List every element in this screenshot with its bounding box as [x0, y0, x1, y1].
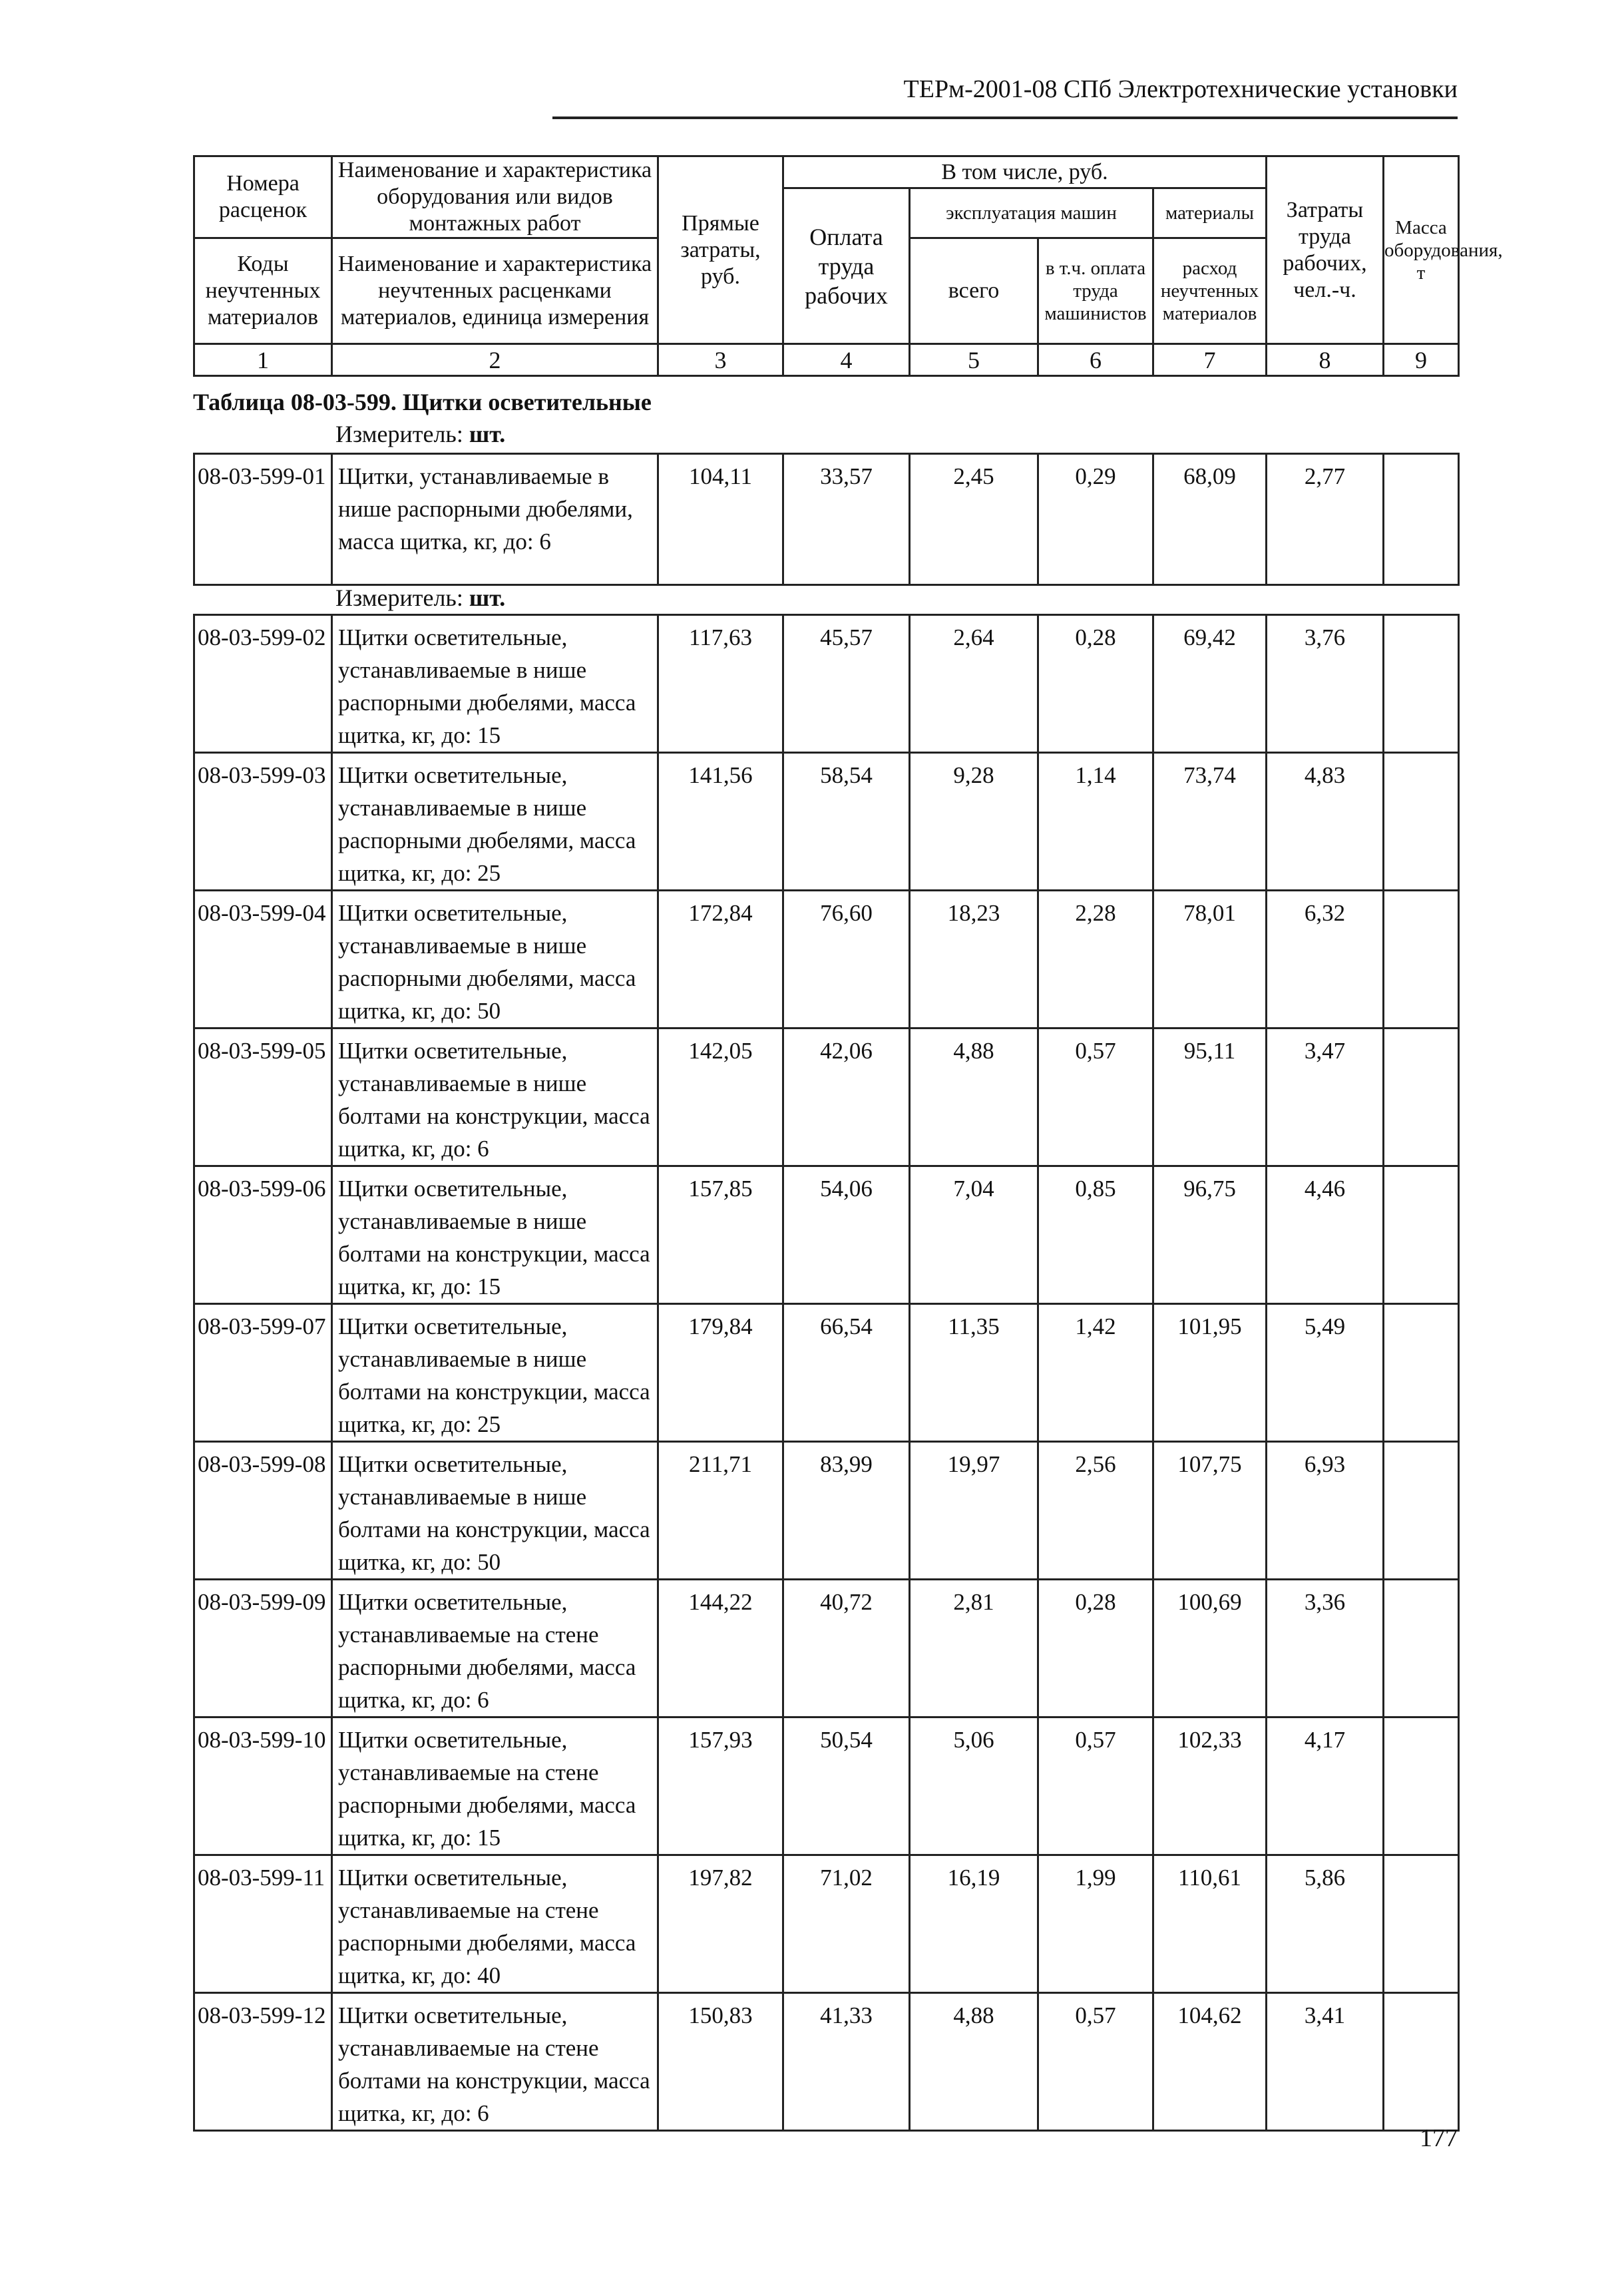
table-row — [194, 1442, 1459, 1580]
equipment-mass-cell — [1384, 1166, 1459, 1304]
direct-costs-cell: 179,84 — [658, 1304, 783, 1442]
description-line: распорными дюбелями, масса — [338, 965, 636, 991]
col-number: 9 — [1384, 344, 1459, 376]
description-line: устанавливаемые в нише — [338, 657, 587, 683]
description-line: нише распорными дюбелями, — [338, 496, 633, 522]
equipment-mass-cell — [1384, 1717, 1459, 1855]
rate-code: 08-03-599-09 — [194, 1580, 332, 1717]
description-line: устанавливаемые на стене — [338, 2035, 599, 2061]
machinists-wages-cell: 0,28 — [1038, 615, 1153, 753]
header-direct-costs: Прямые затраты, руб. — [658, 156, 783, 344]
description-line: устанавливаемые в нише — [338, 1070, 587, 1096]
table-row — [194, 1166, 1459, 1304]
measure-label: Измеритель: — [335, 584, 463, 611]
equipment-mass-cell — [1384, 454, 1459, 585]
materials-cell: 104,62 — [1153, 1993, 1267, 2131]
equipment-mass-cell — [1384, 1855, 1459, 1993]
machinists-wages-cell: 1,42 — [1038, 1304, 1153, 1442]
machines-total-cell: 9,28 — [910, 753, 1038, 891]
description-line: болтами на конструкции, масса — [338, 1516, 650, 1542]
rate-code: 08-03-599-10 — [194, 1717, 332, 1855]
table-row — [194, 1028, 1459, 1166]
direct-costs-cell: 141,56 — [658, 753, 783, 891]
description-line: щитка, кг, до: 15 — [338, 722, 501, 748]
rate-description — [332, 1580, 658, 1717]
direct-costs-cell: 172,84 — [658, 891, 783, 1028]
wages-cell: 45,57 — [783, 615, 910, 753]
description-line: устанавливаемые в нише — [338, 933, 587, 959]
col-number: 7 — [1153, 344, 1267, 376]
rates-table-1 — [193, 453, 1460, 586]
measure-unit: шт. — [469, 584, 506, 611]
description-line: Щитки осветительные, — [338, 1589, 568, 1615]
rate-code: 08-03-599-05 — [194, 1028, 332, 1166]
description-line: распорными дюбелями, масса — [338, 690, 636, 716]
measure-unit-1 — [335, 420, 505, 448]
description-line: устанавливаемые в нише — [338, 1208, 587, 1234]
table-row — [194, 753, 1459, 891]
labor-costs-cell: 6,93 — [1267, 1442, 1384, 1580]
description-line: болтами на конструкции, масса — [338, 1241, 650, 1267]
labor-costs-cell: 2,77 — [1267, 454, 1384, 585]
column-header-table — [193, 155, 1503, 377]
equipment-mass-cell — [1384, 1028, 1459, 1166]
direct-costs-cell: 157,85 — [658, 1166, 783, 1304]
measure-label: Измеритель: — [335, 421, 463, 447]
col-number: 3 — [658, 344, 783, 376]
description-line: масса щитка, кг, до: 6 — [338, 529, 551, 555]
machinists-wages-cell: 0,85 — [1038, 1166, 1153, 1304]
machines-total-cell: 4,88 — [910, 1993, 1038, 2131]
table-title-prefix: Таблица 08-03-599. — [193, 389, 397, 415]
rate-description — [332, 1304, 658, 1442]
rate-description — [332, 1028, 658, 1166]
machines-total-cell: 4,88 — [910, 1028, 1038, 1166]
table-title — [193, 388, 652, 416]
wages-cell: 54,06 — [783, 1166, 910, 1304]
equipment-mass-cell — [1384, 753, 1459, 891]
rate-description — [332, 454, 658, 585]
materials-cell: 101,95 — [1153, 1304, 1267, 1442]
header-incl-wages-machinists: в т.ч. оплата труда машинистов — [1038, 238, 1153, 344]
machinists-wages-cell: 2,56 — [1038, 1442, 1153, 1580]
description-line: распорными дюбелями, масса — [338, 827, 636, 853]
direct-costs-cell: 142,05 — [658, 1028, 783, 1166]
running-header: ТЕРм-2001-08 СПб Электротехнические установки — [903, 75, 1458, 103]
labor-costs-cell: 3,76 — [1267, 615, 1384, 753]
description-line: Щитки осветительные, — [338, 762, 568, 788]
table-row — [194, 1855, 1459, 1993]
header-wages: Оплата труда рабочих — [783, 188, 910, 344]
description-line: Щитки осветительные, — [338, 2002, 568, 2028]
machinists-wages-cell: 0,57 — [1038, 1028, 1153, 1166]
rate-description — [332, 1166, 658, 1304]
wages-cell: 41,33 — [783, 1993, 910, 2131]
table-row — [194, 891, 1459, 1028]
header-name-unaccounted: Наименование и характеристика неучтенных расценками материалов, единица измерения — [332, 238, 658, 344]
header-machine-operation: эксплуатация машин — [910, 188, 1153, 238]
col-number: 8 — [1267, 344, 1384, 376]
rate-description — [332, 615, 658, 753]
rate-description — [332, 1442, 658, 1580]
direct-costs-cell: 157,93 — [658, 1717, 783, 1855]
col-number: 2 — [332, 344, 658, 376]
rate-description — [332, 1855, 658, 1993]
rate-code: 08-03-599-01 — [194, 454, 332, 585]
wages-cell: 66,54 — [783, 1304, 910, 1442]
equipment-mass-cell — [1384, 1442, 1459, 1580]
rate-code: 08-03-599-11 — [194, 1855, 332, 1993]
header-rate-numbers: Номера расценок — [194, 156, 332, 238]
machinists-wages-cell: 0,29 — [1038, 454, 1153, 585]
rate-description — [332, 1717, 658, 1855]
wages-cell: 76,60 — [783, 891, 910, 1028]
description-line: щитка, кг, до: 15 — [338, 1825, 501, 1851]
rate-description — [332, 891, 658, 1028]
machinists-wages-cell: 0,57 — [1038, 1993, 1153, 2131]
wages-cell: 42,06 — [783, 1028, 910, 1166]
col-number: 4 — [783, 344, 910, 376]
description-line: Щитки осветительные, — [338, 624, 568, 650]
machinists-wages-cell: 1,99 — [1038, 1855, 1153, 1993]
table-row — [194, 1717, 1459, 1855]
description-line: щитка, кг, до: 25 — [338, 860, 501, 886]
rate-code: 08-03-599-07 — [194, 1304, 332, 1442]
description-line: устанавливаемые на стене — [338, 1622, 599, 1648]
machines-total-cell: 5,06 — [910, 1717, 1038, 1855]
materials-cell: 68,09 — [1153, 454, 1267, 585]
materials-cell: 78,01 — [1153, 891, 1267, 1028]
machines-total-cell: 19,97 — [910, 1442, 1038, 1580]
rate-description — [332, 753, 658, 891]
table-row — [194, 1993, 1459, 2131]
wages-cell: 71,02 — [783, 1855, 910, 1993]
materials-cell: 69,42 — [1153, 615, 1267, 753]
description-line: распорными дюбелями, масса — [338, 1654, 636, 1680]
col-number: 1 — [194, 344, 332, 376]
machinists-wages-cell: 0,28 — [1038, 1580, 1153, 1717]
direct-costs-cell: 117,63 — [658, 615, 783, 753]
labor-costs-cell: 6,32 — [1267, 891, 1384, 1028]
table-row — [194, 615, 1459, 753]
description-line: распорными дюбелями, масса — [338, 1792, 636, 1818]
wages-cell: 40,72 — [783, 1580, 910, 1717]
description-line: устанавливаемые в нише — [338, 1346, 587, 1372]
header-name-work: Наименование и характеристика оборудования или видов монтажных работ — [332, 156, 658, 238]
labor-costs-cell: 3,47 — [1267, 1028, 1384, 1166]
machines-total-cell: 2,45 — [910, 454, 1038, 585]
header-codes-unaccounted: Коды неучтенных материалов — [194, 238, 332, 344]
rate-description — [332, 1993, 658, 2131]
machines-total-cell: 7,04 — [910, 1166, 1038, 1304]
col-number: 6 — [1038, 344, 1153, 376]
wages-cell: 50,54 — [783, 1717, 910, 1855]
description-line: Щитки осветительные, — [338, 1038, 568, 1064]
machines-total-cell: 16,19 — [910, 1855, 1038, 1993]
description-line: устанавливаемые на стене — [338, 1759, 599, 1785]
materials-cell: 110,61 — [1153, 1855, 1267, 1993]
page-number: 177 — [1420, 2124, 1458, 2152]
machines-total-cell: 18,23 — [910, 891, 1038, 1028]
description-line: щитка, кг, до: 6 — [338, 1687, 489, 1713]
equipment-mass-cell — [1384, 1580, 1459, 1717]
description-line: Щитки, устанавливаемые в — [338, 463, 609, 489]
table-row — [194, 1580, 1459, 1717]
description-line: Щитки осветительные, — [338, 1176, 568, 1202]
description-line: щитка, кг, до: 50 — [338, 1549, 501, 1575]
rate-code: 08-03-599-08 — [194, 1442, 332, 1580]
description-line: Щитки осветительные, — [338, 1451, 568, 1477]
description-line: щитка, кг, до: 40 — [338, 1962, 501, 1988]
rate-code: 08-03-599-03 — [194, 753, 332, 891]
description-line: устанавливаемые на стене — [338, 1897, 599, 1923]
description-line: Щитки осветительные, — [338, 1727, 568, 1753]
header-including: В том числе, руб. — [783, 156, 1267, 188]
table-title-text: Щитки осветительные — [402, 389, 652, 415]
rate-code: 08-03-599-02 — [194, 615, 332, 753]
header-materials-consumption: расход неучтенных материалов — [1153, 238, 1267, 344]
materials-cell: 73,74 — [1153, 753, 1267, 891]
table-row — [194, 454, 1459, 585]
description-line: щитка, кг, до: 50 — [338, 998, 501, 1024]
description-line: болтами на конструкции, масса — [338, 1103, 650, 1129]
col-number: 5 — [910, 344, 1038, 376]
materials-cell: 95,11 — [1153, 1028, 1267, 1166]
description-line: болтами на конструкции, масса — [338, 1379, 650, 1405]
description-line: щитка, кг, до: 15 — [338, 1273, 501, 1299]
measure-unit-2 — [335, 584, 505, 612]
machines-total-cell: 2,64 — [910, 615, 1038, 753]
header-equipment-mass: Масса оборудования, т — [1384, 156, 1459, 344]
rates-table-2 — [193, 614, 1460, 2132]
materials-cell: 107,75 — [1153, 1442, 1267, 1580]
rate-code: 08-03-599-04 — [194, 891, 332, 1028]
equipment-mass-cell — [1384, 891, 1459, 1028]
equipment-mass-cell — [1384, 1993, 1459, 2131]
description-line: щитка, кг, до: 25 — [338, 1411, 501, 1437]
header-rule — [552, 116, 1458, 119]
direct-costs-cell: 211,71 — [658, 1442, 783, 1580]
equipment-mass-cell — [1384, 615, 1459, 753]
materials-cell: 100,69 — [1153, 1580, 1267, 1717]
labor-costs-cell: 3,36 — [1267, 1580, 1384, 1717]
description-line: Щитки осветительные, — [338, 1865, 568, 1891]
header-total: всего — [910, 238, 1038, 344]
description-line: щитка, кг, до: 6 — [338, 1136, 489, 1162]
description-line: устанавливаемые в нише — [338, 795, 587, 821]
header-materials: материалы — [1153, 188, 1267, 238]
wages-cell: 58,54 — [783, 753, 910, 891]
header-labor-costs: Затраты труда рабочих, чел.-ч. — [1267, 156, 1384, 344]
materials-cell: 102,33 — [1153, 1717, 1267, 1855]
description-line: Щитки осветительные, — [338, 1313, 568, 1339]
equipment-mass-cell — [1384, 1304, 1459, 1442]
direct-costs-cell: 150,83 — [658, 1993, 783, 2131]
rate-code: 08-03-599-06 — [194, 1166, 332, 1304]
description-line: щитка, кг, до: 6 — [338, 2100, 489, 2126]
labor-costs-cell: 5,49 — [1267, 1304, 1384, 1442]
materials-cell: 96,75 — [1153, 1166, 1267, 1304]
labor-costs-cell: 4,17 — [1267, 1717, 1384, 1855]
direct-costs-cell: 197,82 — [658, 1855, 783, 1993]
rate-code: 08-03-599-12 — [194, 1993, 332, 2131]
machinists-wages-cell: 0,57 — [1038, 1717, 1153, 1855]
wages-cell: 83,99 — [783, 1442, 910, 1580]
labor-costs-cell: 4,83 — [1267, 753, 1384, 891]
labor-costs-cell: 4,46 — [1267, 1166, 1384, 1304]
description-line: Щитки осветительные, — [338, 900, 568, 926]
wages-cell: 33,57 — [783, 454, 910, 585]
description-line: болтами на конструкции, масса — [338, 2068, 650, 2094]
description-line: устанавливаемые в нише — [338, 1484, 587, 1510]
labor-costs-cell: 3,41 — [1267, 1993, 1384, 2131]
machinists-wages-cell: 2,28 — [1038, 891, 1153, 1028]
table-row — [194, 1304, 1459, 1442]
direct-costs-cell: 144,22 — [658, 1580, 783, 1717]
measure-unit: шт. — [469, 421, 506, 447]
machines-total-cell: 2,81 — [910, 1580, 1038, 1717]
description-line: распорными дюбелями, масса — [338, 1930, 636, 1956]
machines-total-cell: 11,35 — [910, 1304, 1038, 1442]
direct-costs-cell: 104,11 — [658, 454, 783, 585]
machinists-wages-cell: 1,14 — [1038, 753, 1153, 891]
labor-costs-cell: 5,86 — [1267, 1855, 1384, 1993]
